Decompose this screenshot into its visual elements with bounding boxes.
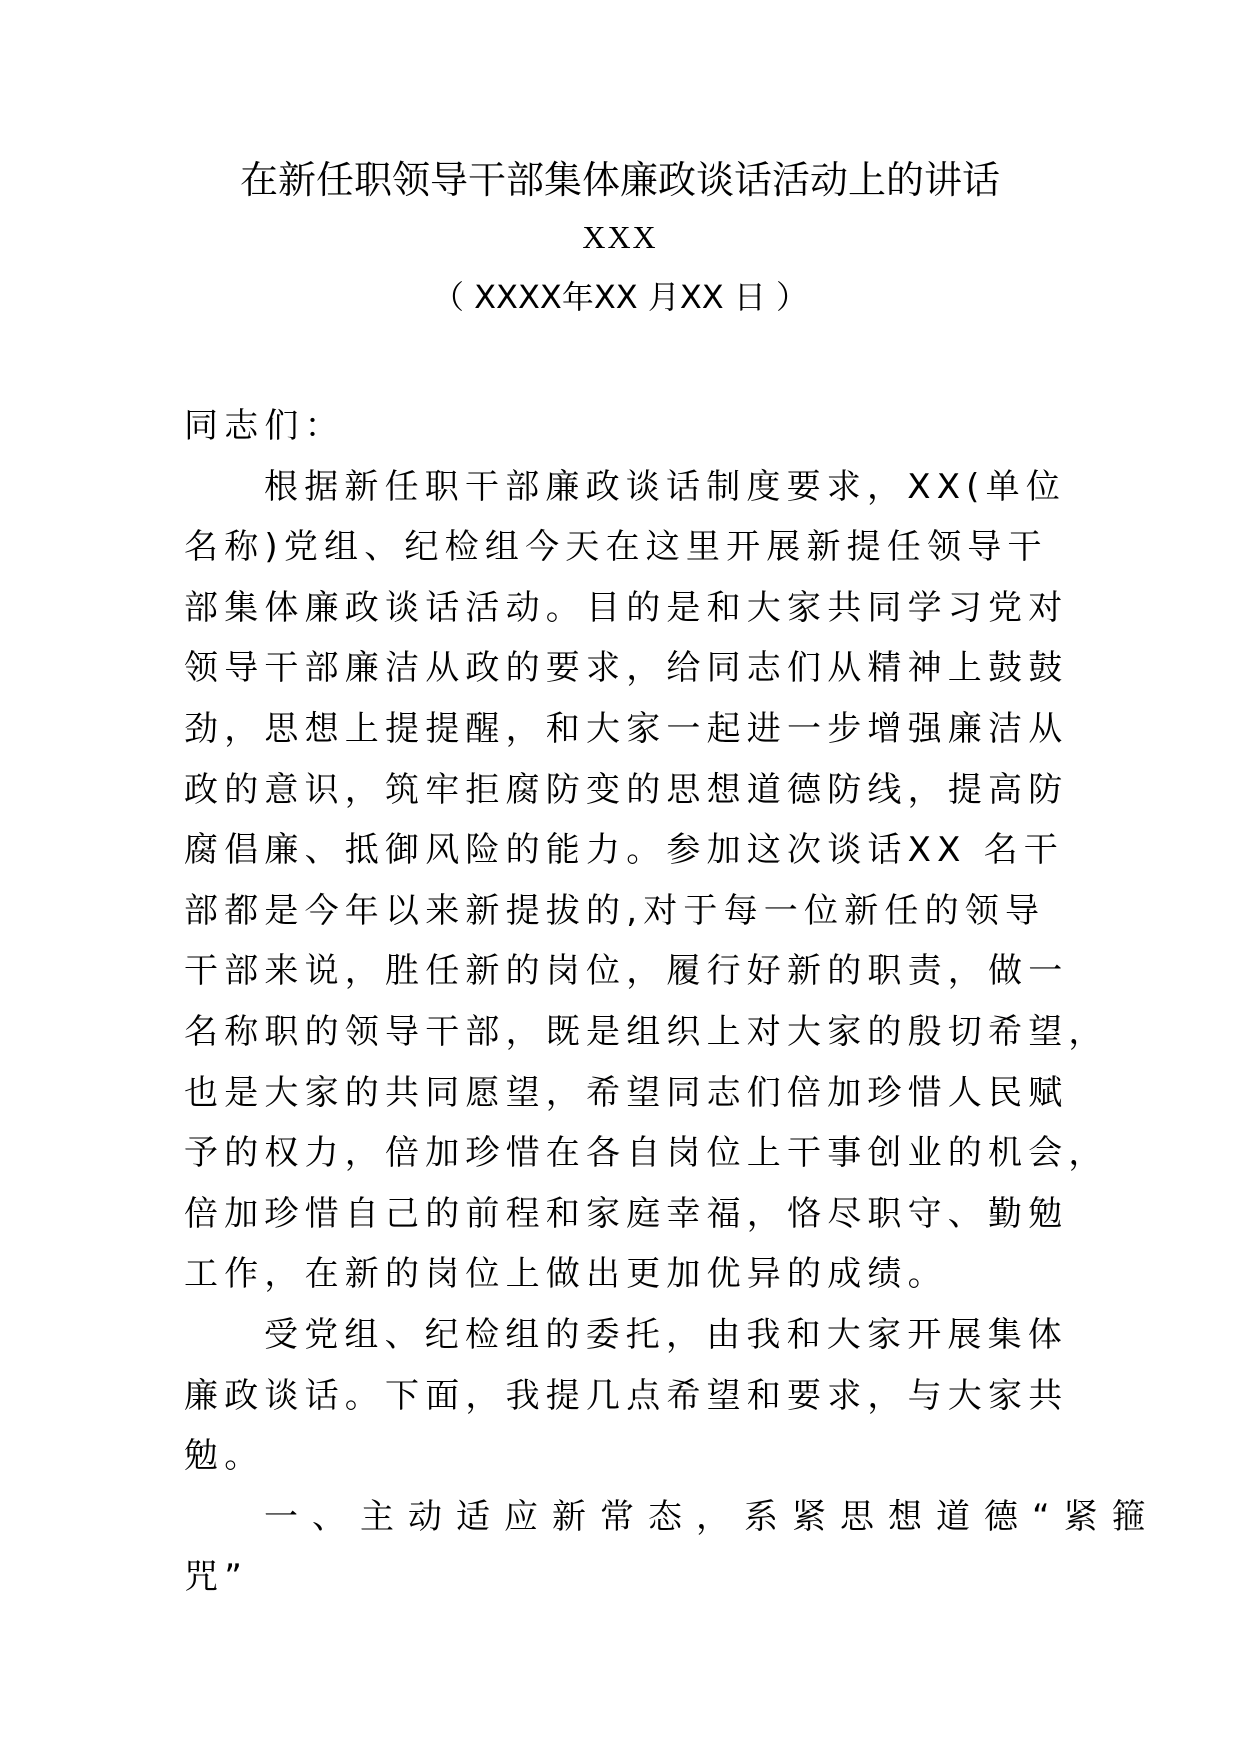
paragraph-line: 腐倡廉、抵御风险的能力。参加这次谈话XX 名干 bbox=[184, 830, 1064, 871]
document-date: （ XXXX年XX 月XX 日 ） bbox=[431, 278, 809, 316]
paragraph-line: 工作，在新的岗位上做出更加优异的成绩。 bbox=[184, 1254, 948, 1295]
paragraph-line: 部集体廉政谈话活动。目的是和大家共同学习党对 bbox=[184, 587, 1069, 628]
paragraph-line: 予的权力，倍加珍惜在各自岗位上干事创业的机会， bbox=[184, 1133, 1109, 1174]
paragraph-line: 倍加珍惜自己的前程和家庭幸福，恪尽职守、勤勉 bbox=[184, 1193, 1069, 1234]
paragraph-line: 名称)党组、纪检组今天在这里开展新提任领导干 bbox=[184, 527, 1048, 568]
paragraph-line: 劲，思想上提提醒，和大家一起进一步增强廉洁从 bbox=[184, 708, 1069, 749]
paragraph-line: 政的意识，筑牢拒腐防变的思想道德防线，提高防 bbox=[184, 769, 1069, 810]
paragraph-line: 部都是今年以来新提拔的,对于每一位新任的领导 bbox=[184, 890, 1046, 931]
paragraph-line: 根据新任职干部廉政谈话制度要求，XX(单位 bbox=[264, 466, 1067, 507]
document-title: 在新任职领导干部集体廉政谈话活动上的讲话 bbox=[239, 158, 1000, 202]
paragraph-line: 也是大家的共同愿望，希望同志们倍加珍惜人民赋 bbox=[184, 1072, 1069, 1113]
paragraph-line: 干部来说，胜任新的岗位，履行好新的职责，做一 bbox=[184, 951, 1069, 992]
document-author: XXX bbox=[582, 219, 658, 255]
paragraph-line: 领导干部廉洁从政的要求，给同志们从精神上鼓鼓 bbox=[184, 648, 1069, 689]
paragraph-line: 廉政谈话。下面，我提几点希望和要求，与大家共 bbox=[184, 1375, 1069, 1416]
section-heading-1 bbox=[184, 1487, 1160, 1608]
paragraph-line: 名称职的领导干部，既是组织上对大家的殷切希望， bbox=[184, 1011, 1109, 1052]
heading-line: 一、主动适应新常态，系紧思想道德“紧箍 bbox=[264, 1496, 1160, 1537]
document-body bbox=[184, 396, 1160, 1608]
paragraph-line: 勉。 bbox=[184, 1436, 265, 1477]
paragraph-1 bbox=[184, 457, 1109, 1305]
paragraph-line: 受党组、纪检组的委托，由我和大家开展集体 bbox=[264, 1314, 1068, 1355]
heading-line: 咒” bbox=[184, 1557, 249, 1598]
salutation: 同志们： bbox=[184, 406, 345, 446]
paragraph-2 bbox=[184, 1305, 1069, 1487]
